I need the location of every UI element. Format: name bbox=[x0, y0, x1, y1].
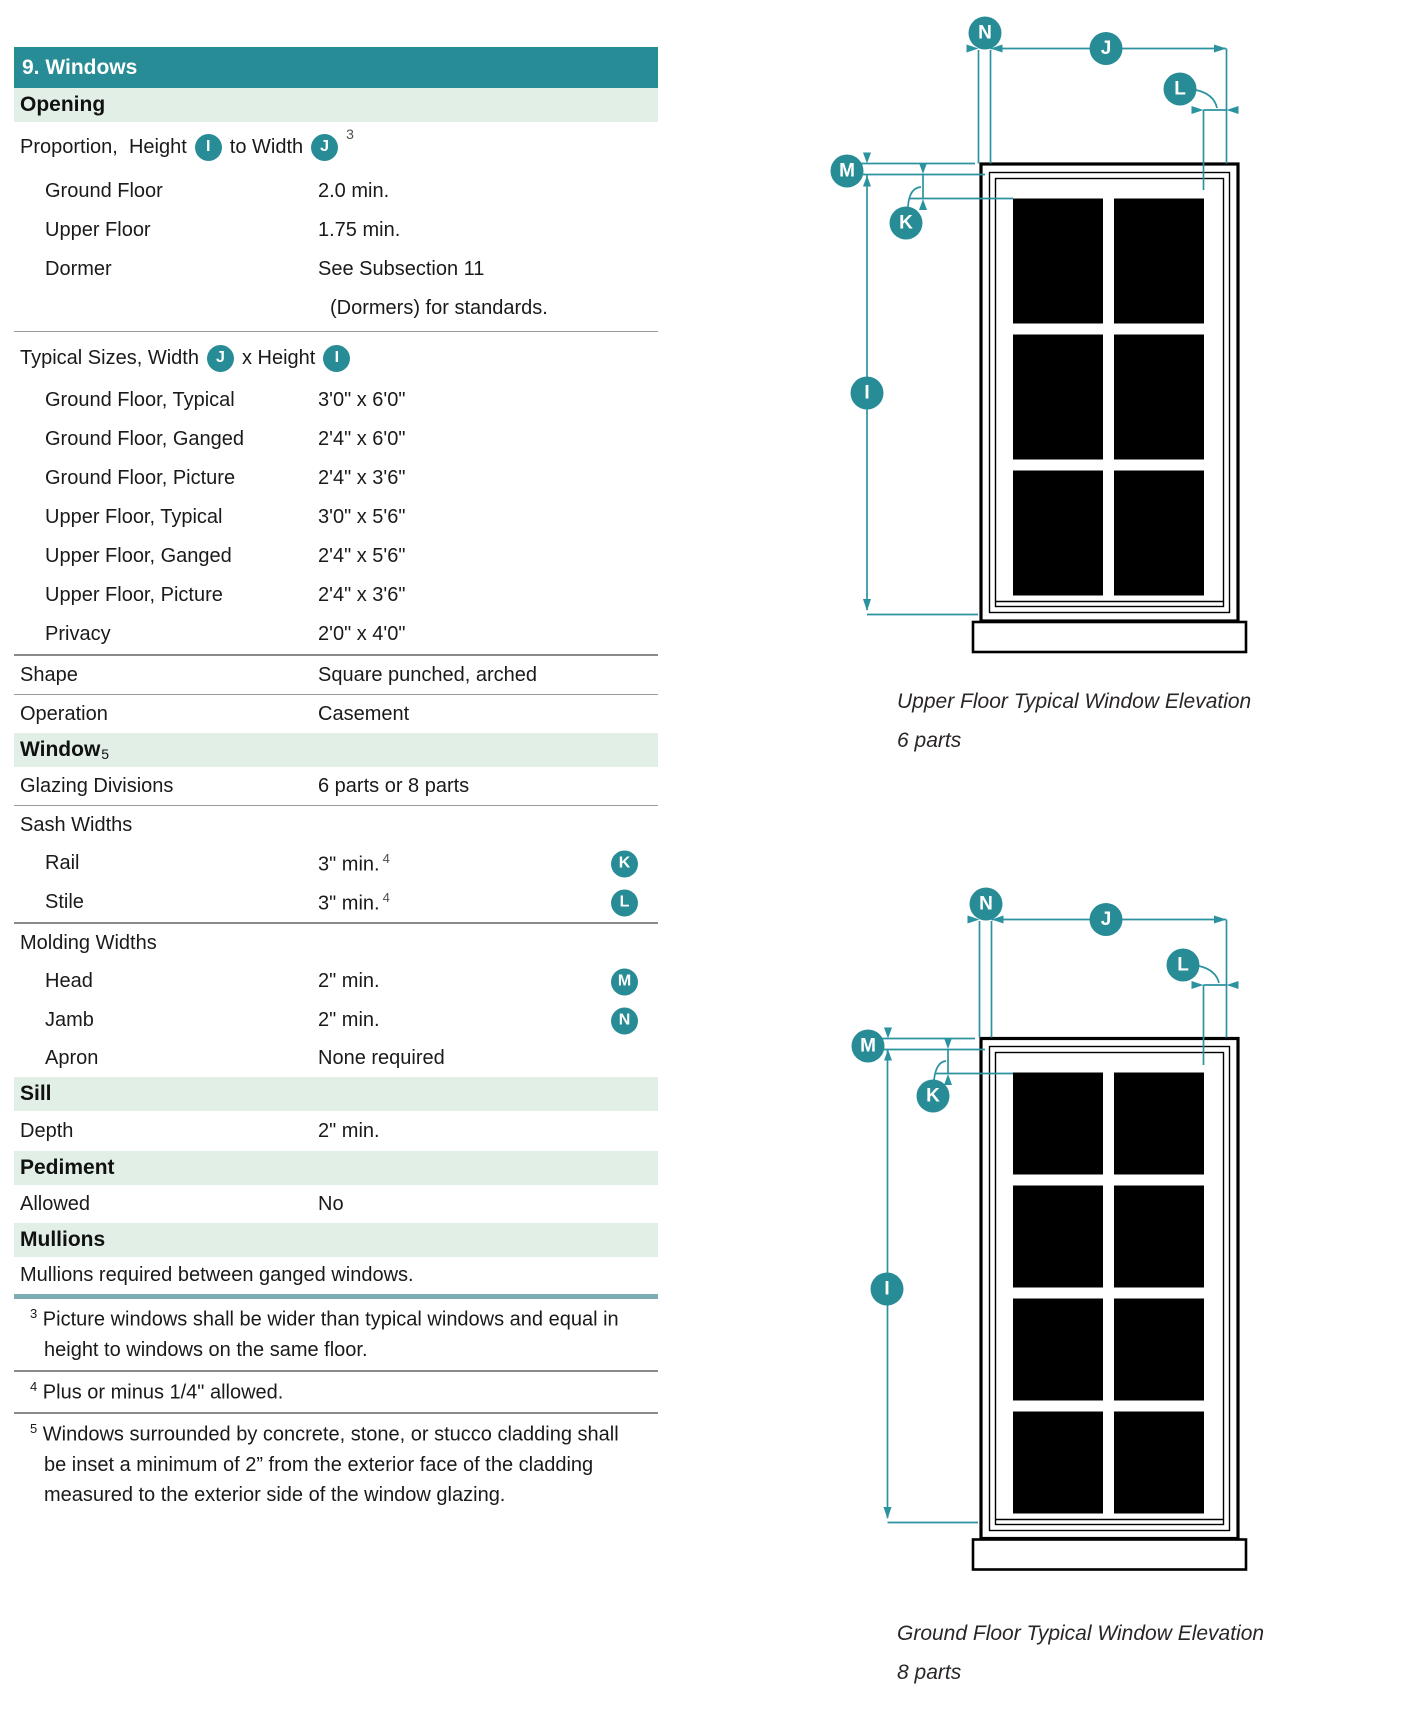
footnote-number: 3 bbox=[30, 1306, 38, 1321]
footnote-ref-4: 4 bbox=[382, 889, 390, 905]
section-header-windows bbox=[14, 47, 658, 88]
row-value bbox=[318, 851, 390, 877]
dim-marker-l-icon bbox=[1167, 949, 1200, 982]
spec-row bbox=[14, 420, 658, 459]
dim-marker-i-icon: I bbox=[195, 134, 222, 161]
row-label: Shape bbox=[20, 663, 78, 686]
row-value-text: 3" min. bbox=[318, 853, 380, 876]
row-value: 2" min. bbox=[318, 970, 380, 992]
subsection-pediment-label: Pediment bbox=[20, 1156, 115, 1179]
dim-marker-letter: K bbox=[926, 1085, 940, 1107]
row-value: 2'0" x 4'0" bbox=[318, 623, 406, 645]
spec-row bbox=[14, 615, 658, 654]
row-label: Head bbox=[45, 970, 93, 992]
spec-row bbox=[14, 289, 658, 328]
dim-marker-i-icon: I bbox=[323, 345, 350, 372]
spec-row-jamb bbox=[14, 1001, 658, 1040]
footnote-text: Windows surrounded by concrete, stone, or stucco cladding shall be inset a minimum of 2” from the exterior face of the cladding measured to the exterior side of the window glazing. bbox=[42, 1423, 619, 1506]
dim-marker-letter: L bbox=[1174, 78, 1186, 100]
ground-diagram-caption: Ground Floor Typical Window Elevation bbox=[897, 1622, 1265, 1645]
spec-row-rail bbox=[14, 844, 658, 883]
spec-row-glazing bbox=[14, 767, 658, 805]
dim-marker-letter: N bbox=[979, 893, 993, 915]
subheading-label: Molding Widths bbox=[20, 931, 157, 954]
spec-row bbox=[14, 381, 658, 420]
subsection-opening bbox=[14, 88, 658, 122]
note-text: Mullions required between ganged windows. bbox=[20, 1264, 414, 1286]
upper-diagram-caption: Upper Floor Typical Window Elevation bbox=[897, 690, 1252, 713]
row-value: 3'0" x 5'6" bbox=[318, 506, 406, 528]
proportion-heading-pre: Proportion, Height bbox=[20, 135, 187, 158]
spec-row bbox=[14, 211, 658, 250]
dim-marker-m-icon bbox=[852, 1030, 885, 1063]
footnote-ref-3: 3 bbox=[346, 126, 354, 142]
dim-marker-m-icon bbox=[831, 155, 864, 188]
page-title: 9. Windows bbox=[22, 55, 138, 79]
window-sill bbox=[973, 622, 1246, 652]
subsection-mullions-label: Mullions bbox=[20, 1228, 106, 1251]
dim-marker-k-icon bbox=[890, 207, 923, 240]
spec-row-apron bbox=[14, 1040, 658, 1077]
dim-marker-l-icon: L bbox=[611, 889, 638, 916]
footnote-number: 5 bbox=[30, 1421, 38, 1437]
spec-row-depth bbox=[14, 1111, 658, 1151]
dim-marker-letter: J bbox=[1100, 38, 1112, 59]
row-label: Upper Floor, Ganged bbox=[45, 545, 232, 567]
row-value bbox=[318, 890, 390, 916]
spec-row bbox=[14, 537, 658, 576]
dim-marker-j-icon bbox=[1090, 32, 1123, 65]
row-label: Jamb bbox=[45, 1009, 94, 1031]
spec-row-stile bbox=[14, 883, 658, 922]
dim-marker-letter: I bbox=[864, 382, 870, 404]
row-label: Glazing Divisions bbox=[20, 774, 174, 797]
row-value: 2'4" x 5'6" bbox=[318, 545, 406, 567]
row-label: Rail bbox=[45, 852, 80, 874]
row-value: 3'0" x 6'0" bbox=[318, 389, 406, 411]
row-value: 2'4" x 6'0" bbox=[318, 428, 406, 450]
row-value: 2" min. bbox=[318, 1009, 380, 1031]
footnote-3 bbox=[14, 1299, 628, 1370]
row-label: Ground Floor, Picture bbox=[45, 467, 236, 489]
dim-marker-j-icon: J bbox=[207, 345, 234, 372]
dim-marker-letter: I bbox=[884, 1278, 890, 1300]
subsection-mullions bbox=[14, 1223, 658, 1257]
row-label: Ground Floor bbox=[45, 180, 163, 202]
subsection-window bbox=[14, 733, 658, 767]
row-value: 1.75 min. bbox=[318, 219, 401, 241]
dim-marker-letter: N bbox=[978, 22, 992, 44]
row-value: Casement bbox=[318, 702, 410, 725]
footnote-text: Picture windows shall be wider than typical windows and equal in height to windows on the same floor. bbox=[42, 1308, 619, 1361]
dim-marker-letter: L bbox=[1177, 954, 1189, 976]
sizes-heading-mid: x Height bbox=[241, 346, 316, 369]
dim-marker-m-icon: M bbox=[611, 968, 638, 995]
dim-marker-k-icon bbox=[917, 1080, 950, 1113]
spec-row bbox=[14, 498, 658, 537]
spec-table bbox=[14, 47, 658, 1515]
dim-marker-n-icon: N bbox=[611, 1007, 638, 1034]
footnote-number: 4 bbox=[30, 1378, 38, 1394]
spec-row bbox=[14, 250, 658, 289]
row-label: Depth bbox=[20, 1119, 74, 1142]
row-label: Ground Floor, Typical bbox=[45, 389, 235, 411]
glazing-panels-8 bbox=[1013, 1073, 1204, 1514]
row-value: No bbox=[318, 1192, 344, 1215]
subsection-pediment bbox=[14, 1151, 658, 1185]
window-sill bbox=[973, 1540, 1246, 1570]
dim-marker-letter: M bbox=[839, 160, 855, 182]
spec-subheading-sash bbox=[14, 806, 658, 844]
subsection-sill bbox=[14, 1077, 658, 1111]
footnote-text: Plus or minus 1/4" allowed. bbox=[42, 1381, 284, 1404]
sizes-heading-pre: Typical Sizes, Width bbox=[20, 346, 199, 369]
row-value: None required bbox=[318, 1047, 445, 1069]
footnote-ref-5: 5 bbox=[101, 746, 110, 762]
row-value-text: 3" min. bbox=[318, 892, 380, 915]
row-label: Upper Floor, Typical bbox=[45, 506, 223, 528]
glazing-panels-6 bbox=[1013, 199, 1204, 596]
spec-row-allowed bbox=[14, 1185, 658, 1223]
dim-marker-letter: J bbox=[1100, 909, 1112, 930]
dim-marker-n-icon bbox=[969, 17, 1002, 50]
dim-marker-j-icon: J bbox=[311, 134, 338, 161]
row-label: Dormer bbox=[45, 258, 112, 280]
dim-marker-l-icon bbox=[1164, 73, 1197, 106]
dim-marker-i-icon bbox=[871, 1273, 904, 1306]
spec-subheading-molding bbox=[14, 924, 658, 962]
row-label: Upper Floor, Picture bbox=[45, 584, 223, 606]
dim-marker-letter: K bbox=[899, 212, 913, 234]
proportion-heading-mid: to Width bbox=[229, 135, 304, 158]
row-label: Operation bbox=[20, 702, 108, 725]
upper-diagram-parts: 6 parts bbox=[897, 729, 962, 752]
row-label: Allowed bbox=[20, 1192, 91, 1215]
spec-row-shape bbox=[14, 656, 658, 694]
row-value: (Dormers) for standards. bbox=[330, 297, 548, 319]
spec-row-operation bbox=[14, 695, 658, 733]
dim-marker-k-icon: K bbox=[611, 850, 638, 877]
footnote-4 bbox=[14, 1372, 628, 1413]
subsection-opening-label: Opening bbox=[20, 93, 106, 116]
subsection-window-label: Window bbox=[20, 738, 101, 761]
row-label: Privacy bbox=[45, 623, 111, 645]
ground-window-elevation-diagram bbox=[740, 875, 1270, 1675]
mullions-note bbox=[14, 1257, 658, 1294]
spec-row bbox=[14, 459, 658, 498]
row-value: Square punched, arched bbox=[318, 663, 538, 686]
dim-marker-letter: M bbox=[860, 1035, 876, 1057]
dim-marker-n-icon bbox=[970, 888, 1003, 921]
dim-marker-i-icon bbox=[851, 377, 884, 410]
row-label: Upper Floor bbox=[45, 219, 151, 241]
row-label: Ground Floor, Ganged bbox=[45, 428, 245, 450]
spec-row bbox=[14, 172, 658, 211]
footnote-ref-4: 4 bbox=[382, 850, 390, 866]
sizes-heading bbox=[14, 335, 658, 381]
row-value: 6 parts or 8 parts bbox=[318, 774, 470, 797]
row-value: 2.0 min. bbox=[318, 180, 390, 202]
row-label: Stile bbox=[45, 891, 84, 913]
footnote-5 bbox=[14, 1414, 628, 1515]
row-value: See Subsection 11 bbox=[318, 258, 485, 280]
spec-row-head bbox=[14, 962, 658, 1001]
spec-row bbox=[14, 576, 658, 615]
subheading-label: Sash Widths bbox=[20, 813, 133, 836]
proportion-heading bbox=[14, 122, 658, 172]
row-label: Apron bbox=[45, 1047, 99, 1069]
row-value: 2" min. bbox=[318, 1119, 380, 1142]
row-value: 2'4" x 3'6" bbox=[318, 584, 406, 606]
row-value: 2'4" x 3'6" bbox=[318, 467, 406, 489]
subsection-sill-label: Sill bbox=[20, 1082, 52, 1105]
ground-diagram-parts: 8 parts bbox=[897, 1661, 962, 1684]
upper-window-elevation-diagram bbox=[740, 10, 1270, 755]
dim-marker-j-icon bbox=[1090, 903, 1123, 936]
